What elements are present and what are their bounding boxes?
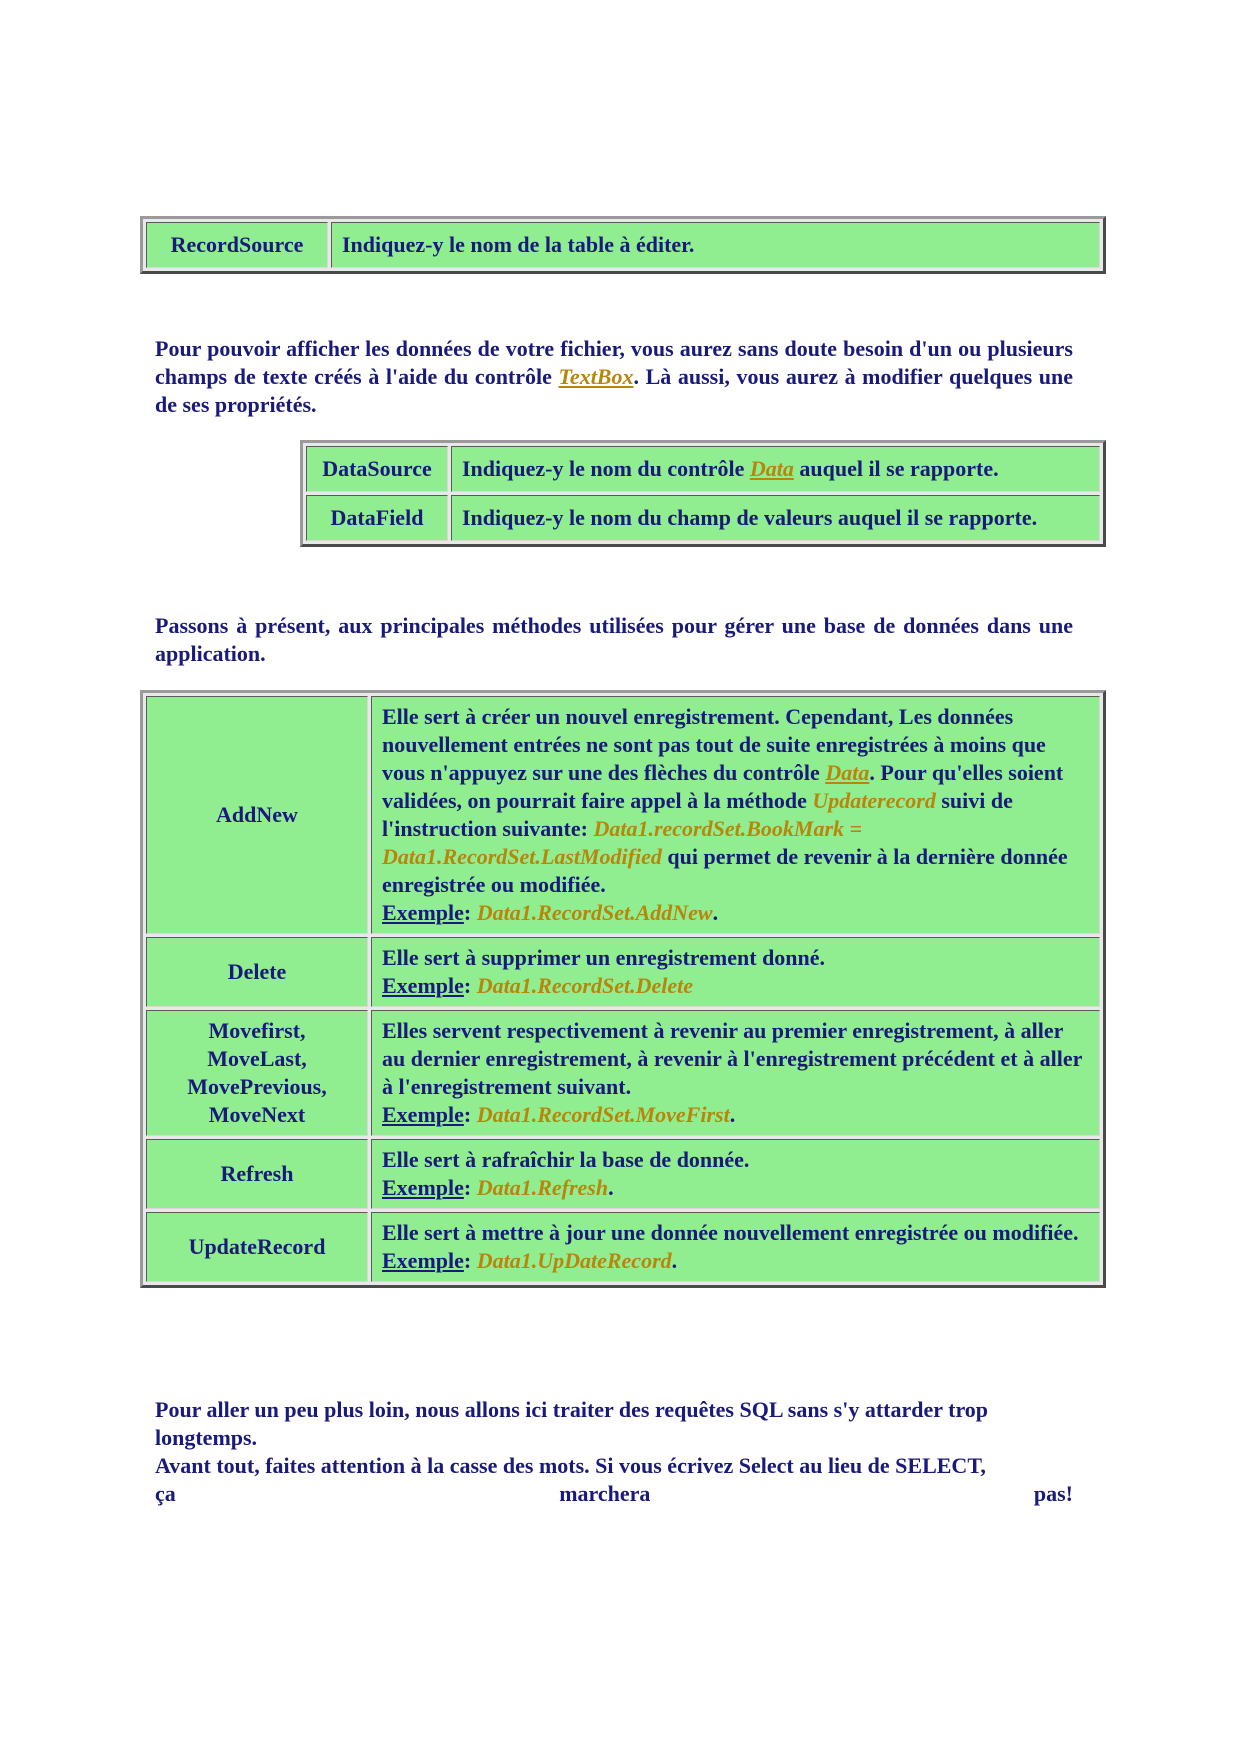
paragraph-text: . Là aussi, vous aurez à modifier quelques une de ses propriétés. — [155, 364, 1074, 417]
paragraph-line: Pour aller un peu plus loin, nous allons ici traiter des requêtes SQL sans s'y attarder trop longtemps. — [155, 1397, 989, 1450]
property-description: Indiquez-y le nom de la table à éditer. — [331, 222, 1100, 268]
method-description: Elle sert à supprimer un enregistrement donné. Exemple: Data1.RecordSet.Delete — [371, 937, 1100, 1007]
code-snippet: Data1.recordSet.BookMark = Data1.RecordSet.LastModified — [382, 816, 863, 869]
paragraph-text: Pour pouvoir afficher les données de votre fichier, vous aurez sans doute besoin d'un ou plusieurs champs de texte créés à l'aide du contrôle — [155, 336, 1073, 389]
table-row — [146, 696, 1100, 934]
word: ça — [155, 1481, 176, 1506]
method-description: Elle sert à rafraîchir la base de donnée. Exemple: Data1.Refresh. — [371, 1139, 1100, 1209]
methods-table — [140, 690, 1106, 1288]
example-label[interactable]: Exemple — [382, 1248, 464, 1273]
description-text: qui permet de revenir à la dernière donnée enregistrée ou modifiée. — [382, 844, 1068, 897]
example-code: Data1.UpDateRecord — [476, 1248, 672, 1273]
method-name: UpdateRecord — [146, 1212, 368, 1282]
description-text: Elles servent respectivement à revenir au premier enregistrement, à aller au dernier enregistrement, à revenir à l'enregistrement précédent et à aller à l'enregistrement suivant. — [382, 1018, 1082, 1099]
example-label[interactable]: Exemple — [382, 973, 464, 998]
word: marchera — [559, 1481, 651, 1506]
paragraph-textbox-intro — [155, 335, 1073, 419]
example-end: . — [671, 1248, 678, 1273]
example-end: . — [729, 1102, 736, 1127]
table-row — [306, 495, 1100, 541]
example-code: Data1.RecordSet.MoveFirst — [476, 1102, 730, 1127]
method-name — [146, 1010, 368, 1136]
example-label[interactable]: Exemple — [382, 900, 464, 925]
table-row — [146, 1139, 1100, 1209]
description-text: suivi de l'instruction suivante: — [382, 788, 1013, 841]
example-end: . — [608, 1175, 614, 1200]
property-name: DataField — [306, 495, 448, 541]
method-name-line: MovePrevious, — [187, 1074, 327, 1099]
description-text: Indiquez-y le nom du contrôle — [462, 456, 750, 481]
method-description: Elle sert à créer un nouvel enregistrement. Cependant, Les données nouvellement entrées ne sont pas tout de suite enregistrées à moins que vous n'appuyez sur une des flèches du contrôle Data. Pour qu'elles soient validées, on pourrait faire appel à la méthode Updaterecord suivi de l'instruction suivante: Data1.recordSet.BookMark = Data1.RecordSet.LastModified qui permet de revenir à la dernière donnée enregistrée ou modifiée. Exemple: Data1.RecordSet.AddNew. — [371, 696, 1100, 934]
paragraph-line: Avant tout, faites attention à la casse des mots. Si vous écrivez Select au lieu de SELECT, — [155, 1453, 986, 1478]
property-name: RecordSource — [146, 222, 328, 268]
recordsource-table — [140, 216, 1106, 274]
method-description: Elles servent respectivement à revenir au premier enregistrement, à aller au dernier enregistrement, à revenir à l'enregistrement précédent et à aller à l'enregistrement suivant. Exemple: Data1.RecordSet.MoveFirst. — [371, 1010, 1100, 1136]
paragraph-line — [155, 1480, 1073, 1508]
textbox-properties-table — [300, 440, 1106, 547]
method-name: Refresh — [146, 1139, 368, 1209]
example-end: . — [712, 900, 719, 925]
table-row — [306, 446, 1100, 492]
example-label[interactable]: Exemple — [382, 1102, 464, 1127]
method-name: AddNew — [146, 696, 368, 934]
description-text: Elle sert à supprimer un enregistrement donné. — [382, 945, 826, 970]
paragraph-sql-intro — [155, 1396, 1073, 1508]
description-text: . Pour qu'elles soient validées, on pourrait faire appel à la méthode — [382, 760, 1064, 813]
method-description: Elle sert à mettre à jour une donnée nouvellement enregistrée ou modifiée. Exemple: Data1.UpDateRecord. — [371, 1212, 1100, 1282]
data-link[interactable]: Data — [749, 456, 794, 481]
table-row — [146, 937, 1100, 1007]
word: pas! — [1033, 1481, 1073, 1506]
table-row — [146, 1212, 1100, 1282]
textbox-link[interactable]: TextBox — [558, 364, 634, 389]
method-name: Delete — [146, 937, 368, 1007]
paragraph-methods-intro: Passons à présent, aux principales méthodes utilisées pour gérer une base de données dans une application. — [155, 613, 1073, 666]
description-text: Elle sert à rafraîchir la base de donnée. — [382, 1147, 750, 1172]
description-text: Elle sert à mettre à jour une donnée nouvellement enregistrée ou modifiée. — [382, 1220, 1079, 1245]
example-code: Data1.RecordSet.AddNew — [476, 900, 713, 925]
method-name-line: Movefirst, — [208, 1018, 306, 1043]
example-label[interactable]: Exemple — [382, 1175, 464, 1200]
property-description: Indiquez-y le nom du champ de valeurs auquel il se rapporte. — [451, 495, 1100, 541]
property-description — [451, 446, 1100, 492]
description-text: Elle sert à créer un nouvel enregistrement. Cependant, Les données nouvellement entrées ne sont pas tout de suite enregistrées à moins que vous n'appuyez sur une des flèches du contrôle — [382, 704, 1046, 785]
description-text: auquel il se rapporte. — [793, 456, 999, 481]
example-code: Data1.Refresh — [476, 1175, 609, 1200]
code-snippet: Updaterecord — [812, 788, 936, 813]
table-row — [146, 222, 1100, 268]
data-link[interactable]: Data — [825, 760, 870, 785]
method-name-line: MoveNext — [208, 1102, 306, 1127]
example-code: Data1.RecordSet.Delete — [476, 973, 694, 998]
method-name-line: MoveLast, — [207, 1046, 307, 1071]
table-row — [146, 1010, 1100, 1136]
property-name: DataSource — [306, 446, 448, 492]
